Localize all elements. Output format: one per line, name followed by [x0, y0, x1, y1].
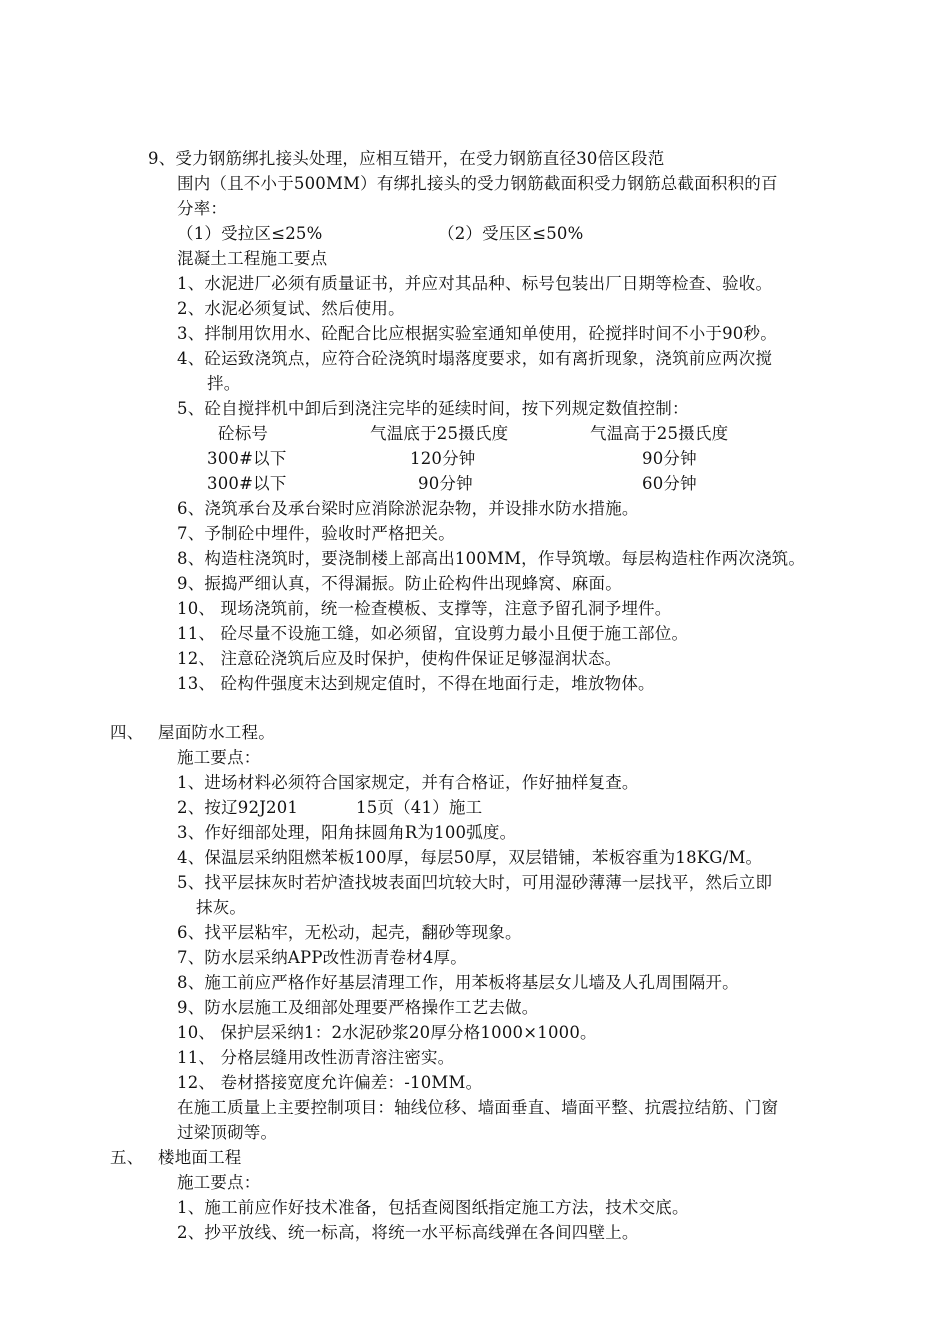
table-header-high-temp: 气温高于25摄氏度: [590, 424, 729, 443]
concrete-item-4: 4、砼运致浇筑点，应符合砼浇筑时塌落度要求，如有离折现象，浇筑前应两次搅: [177, 349, 773, 368]
roof-item-5-cont: 抹灰。: [196, 898, 247, 917]
concrete-item-6: 6、浇筑承台及承台梁时应消除淤泥杂物，并设排水防水措施。: [177, 499, 639, 518]
concrete-item-11: 11、 砼尽量不设施工缝，如必须留，宜设剪力最小且便于施工部位。: [177, 624, 689, 643]
roof-item-1: 1、进场材料必须符合国家规定，并有合格证，作好抽样复查。: [177, 773, 639, 792]
item-9-line-1: 9、受力钢筋绑扎接头处理，应相互错开，在受力钢筋直径30倍区段范: [148, 149, 665, 168]
table-row-1-grade: 300#以下: [207, 449, 287, 468]
quality-control-line-2: 过梁顶砌等。: [177, 1123, 278, 1142]
section-5-title: 楼地面工程: [158, 1148, 242, 1167]
table-row-2-grade: 300#以下: [207, 474, 287, 493]
concrete-item-10: 10、 现场浇筑前，统一检查模板、支撑等，注意予留孔洞予埋件。: [177, 599, 672, 618]
concrete-item-3: 3、拌制用饮用水、砼配合比应根据实验室通知单使用，砼搅拌时间不小于90秒。: [177, 324, 777, 343]
compression-zone: （2）受压区≤50%: [438, 224, 584, 243]
roof-item-5: 5、找平层抹灰时若炉渣找坡表面凹坑较大时，可用湿砂薄薄一层找平，然后立即: [177, 873, 773, 892]
item-9-line-3: 分率：: [177, 199, 228, 218]
floor-item-1: 1、施工前应作好技术准备，包括查阅图纸指定施工方法，技术交底。: [177, 1198, 689, 1217]
roof-item-8: 8、施工前应严格作好基层清理工作，用苯板将基层女儿墙及人孔周围隔开。: [177, 973, 739, 992]
roof-item-2-a: 2、按辽92J201: [177, 798, 299, 817]
floor-item-2: 2、抄平放线、统一标高，将统一水平标高线弹在各间四壁上。: [177, 1223, 639, 1242]
roof-item-2-b: 15页（41）施工: [356, 798, 483, 817]
section-5-number: 五、: [110, 1148, 144, 1167]
roof-item-10: 10、 保护层采纳1：2水泥砂浆20厚分格1000×1000。: [177, 1023, 597, 1042]
roof-item-11: 11、 分格层缝用改性沥青溶注密实。: [177, 1048, 455, 1067]
concrete-item-4-cont: 拌。: [207, 374, 241, 393]
concrete-item-8: 8、构造柱浇筑时，要浇制楼上部高出100MM，作导筑墩。每层构造柱作两次浇筑。: [177, 549, 806, 568]
concrete-heading: 混凝土工程施工要点: [177, 249, 328, 268]
roof-item-7: 7、防水层采纳APP改性沥青卷材4厚。: [177, 948, 467, 967]
roof-item-6: 6、找平层粘牢，无松动，起壳，翻砂等现象。: [177, 923, 522, 942]
roof-item-4: 4、保温层采纳阻燃苯板100厚，每层50厚，双层错铺，苯板容重为18KG/M。: [177, 848, 763, 867]
concrete-item-5: 5、砼自搅拌机中卸后到浇注完毕的延续时间，按下列规定数值控制：: [177, 399, 689, 418]
roof-item-9: 9、防水层施工及细部处理要严格操作工艺去做。: [177, 998, 539, 1017]
floor-subheading: 施工要点：: [177, 1173, 261, 1192]
concrete-item-2: 2、水泥必须复试、然后使用。: [177, 299, 405, 318]
roof-subheading: 施工要点：: [177, 748, 261, 767]
tension-zone: （1）受拉区≤25%: [177, 224, 323, 243]
table-row-2-low: 90分钟: [418, 474, 473, 493]
concrete-item-12: 12、 注意砼浇筑后应及时保护，使构件保证足够湿润状态。: [177, 649, 622, 668]
quality-control-line-1: 在施工质量上主要控制项目：轴线位移、墙面垂直、墙面平整、抗震拉结筋、门窗: [177, 1098, 779, 1117]
roof-item-3: 3、作好细部处理，阳角抹圆角R为100弧度。: [177, 823, 517, 842]
item-9-line-2: 围内（且不小于500MM）有绑扎接头的受力钢筋截面积受力钢筋总截面积积的百: [177, 174, 778, 193]
concrete-item-7: 7、予制砼中埋件，验收时严格把关。: [177, 524, 455, 543]
section-4-number: 四、: [110, 723, 144, 742]
table-row-1-high: 90分钟: [642, 449, 697, 468]
concrete-item-9: 9、振捣严细认真，不得漏振。防止砼构件出现蜂窝、麻面。: [177, 574, 622, 593]
roof-item-12: 12、 卷材搭接宽度允许偏差：-10MM。: [177, 1073, 483, 1092]
table-row-1-low: 120分钟: [410, 449, 476, 468]
table-header-grade: 砼标号: [218, 424, 269, 443]
concrete-item-13: 13、 砼构件强度末达到规定值时，不得在地面行走，堆放物体。: [177, 674, 655, 693]
concrete-item-1: 1、水泥进厂必须有质量证书，并应对其品种、标号包装出厂日期等检查、验收。: [177, 274, 773, 293]
table-header-low-temp: 气温底于25摄氏度: [370, 424, 509, 443]
section-4-title: 屋面防水工程。: [158, 723, 275, 742]
table-row-2-high: 60分钟: [642, 474, 697, 493]
